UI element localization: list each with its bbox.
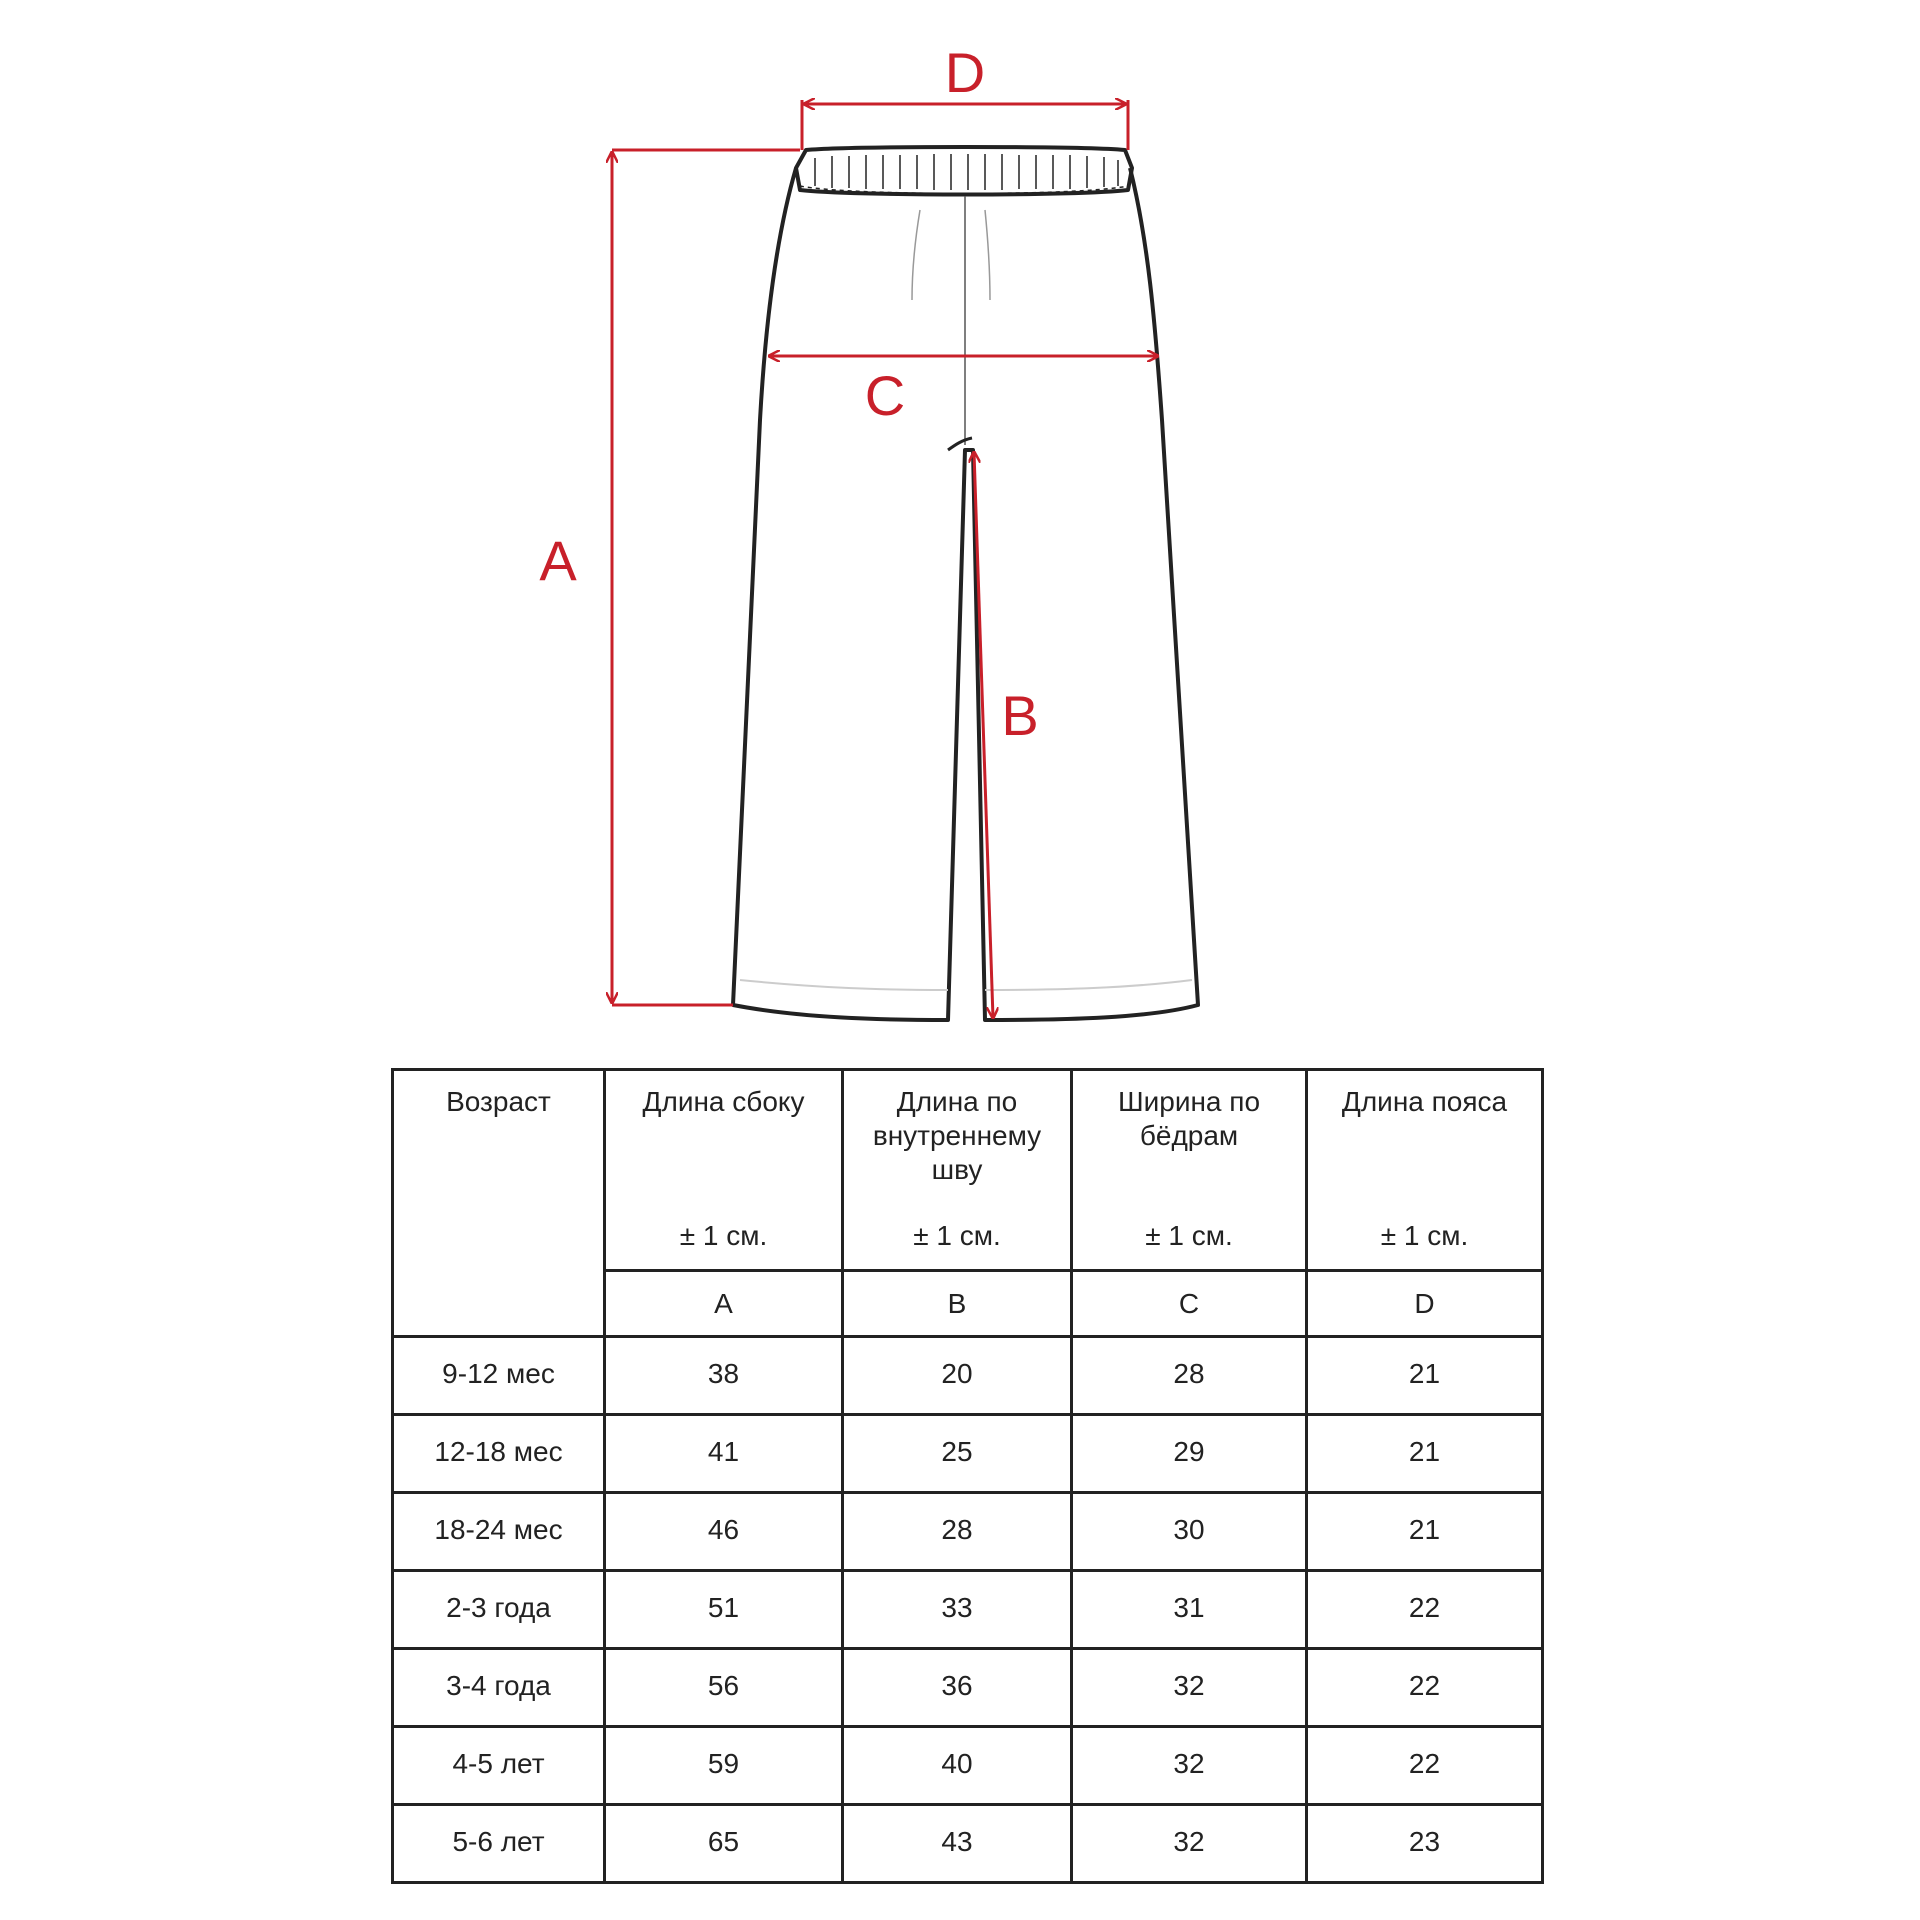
- cell-b: 40: [843, 1727, 1072, 1805]
- cell-age: 18-24 мес: [393, 1493, 605, 1571]
- label-b: B: [1001, 684, 1039, 747]
- letter-d: D: [1307, 1271, 1543, 1337]
- header-title: Длина по внутреннему шву: [872, 1086, 1042, 1185]
- cell-age: 3-4 года: [393, 1649, 605, 1727]
- cell-a: 65: [605, 1805, 843, 1883]
- label-c: C: [864, 364, 906, 427]
- header-age: [393, 1070, 605, 1337]
- cell-b: 20: [843, 1337, 1072, 1415]
- cell-a: 38: [605, 1337, 843, 1415]
- waistband-gathers: [800, 154, 1128, 194]
- cell-a: 46: [605, 1493, 843, 1571]
- size-chart-table: [391, 1068, 1544, 1884]
- header-waist-length: [1307, 1070, 1543, 1271]
- cell-b: 33: [843, 1571, 1072, 1649]
- cell-d: 21: [1307, 1415, 1543, 1493]
- label-d: D: [944, 41, 986, 104]
- waistband: [796, 147, 1132, 195]
- cell-b: 43: [843, 1805, 1072, 1883]
- header-hip-width: [1072, 1070, 1307, 1271]
- cell-c: 32: [1072, 1805, 1307, 1883]
- dimension-d: [802, 41, 1128, 150]
- header-tolerance: ± 1 см.: [1380, 1220, 1469, 1251]
- header-title: Длина пояса: [1341, 1086, 1508, 1117]
- header-tolerance: ± 1 см.: [1145, 1220, 1233, 1251]
- cell-a: 41: [605, 1415, 843, 1493]
- cell-d: 21: [1307, 1337, 1543, 1415]
- cell-age: 4-5 лет: [393, 1727, 605, 1805]
- cell-d: 22: [1307, 1727, 1543, 1805]
- header-age-title: Возраст: [446, 1086, 551, 1117]
- letter-a: A: [605, 1271, 843, 1337]
- cell-d: 23: [1307, 1805, 1543, 1883]
- cell-a: 59: [605, 1727, 843, 1805]
- cell-a: 56: [605, 1649, 843, 1727]
- seam-lines: [740, 196, 1192, 990]
- header-side-length: [605, 1070, 843, 1271]
- cell-a: 51: [605, 1571, 843, 1649]
- cell-age: 12-18 мес: [393, 1415, 605, 1493]
- cell-age: 9-12 мес: [393, 1337, 605, 1415]
- cell-c: 28: [1072, 1337, 1307, 1415]
- letter-b: B: [843, 1271, 1072, 1337]
- header-row: [393, 1070, 1543, 1271]
- cell-c: 32: [1072, 1649, 1307, 1727]
- cell-age: 5-6 лет: [393, 1805, 605, 1883]
- table-row: [393, 1337, 1543, 1415]
- dimension-a: [539, 150, 800, 1005]
- header-inseam-length: [843, 1070, 1072, 1271]
- header-tolerance: ± 1 см.: [679, 1220, 768, 1251]
- cell-d: 22: [1307, 1571, 1543, 1649]
- header-title: Ширина по бёдрам: [1117, 1086, 1261, 1151]
- header-title: Длина сбоку: [642, 1086, 805, 1117]
- cell-d: 21: [1307, 1493, 1543, 1571]
- cell-c: 31: [1072, 1571, 1307, 1649]
- table-row: [393, 1493, 1543, 1571]
- cell-d: 22: [1307, 1649, 1543, 1727]
- cell-b: 28: [843, 1493, 1072, 1571]
- table-row: [393, 1805, 1543, 1883]
- cell-b: 25: [843, 1415, 1072, 1493]
- dimension-c: [769, 356, 1158, 427]
- table-row: [393, 1649, 1543, 1727]
- table-row: [393, 1415, 1543, 1493]
- letter-c: C: [1072, 1271, 1307, 1337]
- cell-c: 30: [1072, 1493, 1307, 1571]
- table-row: [393, 1727, 1543, 1805]
- cell-age: 2-3 года: [393, 1571, 605, 1649]
- cell-c: 29: [1072, 1415, 1307, 1493]
- cell-c: 32: [1072, 1727, 1307, 1805]
- cell-b: 36: [843, 1649, 1072, 1727]
- table-row: [393, 1571, 1543, 1649]
- header-tolerance: ± 1 см.: [913, 1220, 1001, 1251]
- label-a: A: [539, 529, 577, 592]
